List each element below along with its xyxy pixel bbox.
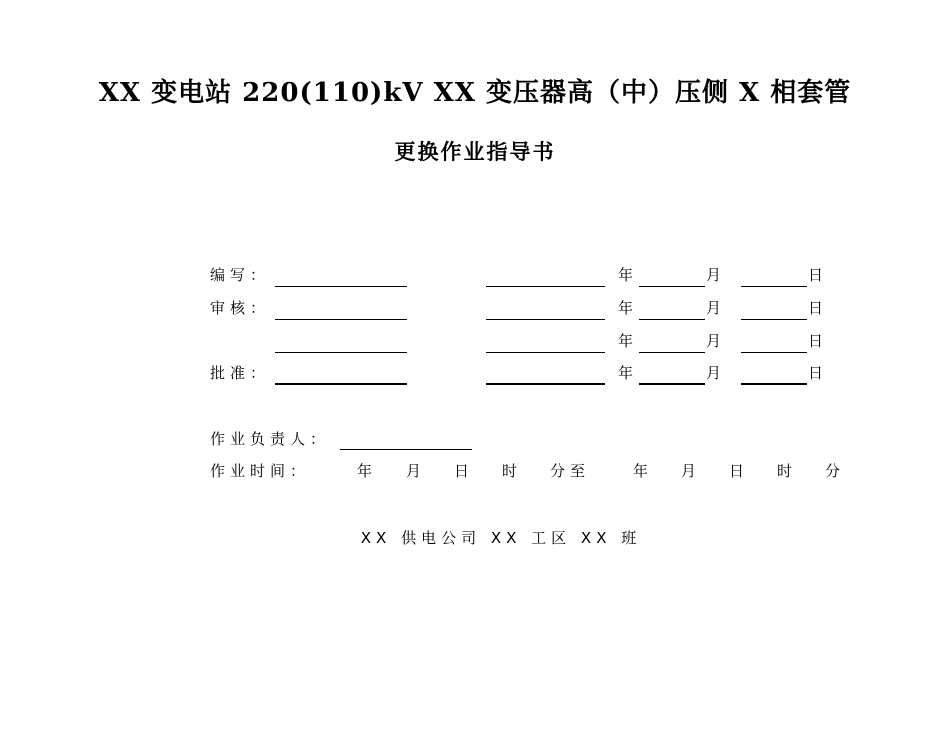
document-subtitle: 更换作业指导书 (394, 139, 556, 164)
day-label: 日 (808, 266, 824, 284)
signature-line[interactable] (275, 286, 407, 287)
day-label: 日 (808, 364, 824, 382)
responsible-person-label: 作业负责人： (210, 430, 331, 448)
work-time-start-hour: 时 (502, 462, 518, 480)
work-time-end-month: 月 (681, 462, 697, 480)
day-label: 日 (808, 299, 824, 317)
work-time-start-month: 月 (406, 462, 422, 480)
year-label: 年 (618, 266, 634, 284)
work-time-label: 作业时间： (210, 462, 311, 480)
year-label: 年 (618, 332, 634, 350)
month-blank[interactable] (741, 319, 807, 320)
month-label: 月 (706, 332, 722, 350)
signature-line[interactable] (486, 319, 605, 320)
year-blank[interactable] (639, 286, 705, 287)
work-time-start-year: 年 (357, 462, 373, 480)
responsible-person-blank[interactable] (340, 449, 472, 450)
work-time-end-day: 日 (729, 462, 745, 480)
signature-line[interactable] (486, 383, 605, 385)
sign-label-approver: 批准： (210, 364, 271, 382)
signature-line[interactable] (275, 352, 407, 353)
work-time-start-day: 日 (454, 462, 470, 480)
month-blank[interactable] (741, 286, 807, 287)
month-label: 月 (706, 299, 722, 317)
year-blank[interactable] (639, 383, 705, 385)
year-label: 年 (618, 299, 634, 317)
sign-label-reviewer: 审核： (210, 299, 271, 317)
signature-line[interactable] (486, 352, 605, 353)
year-blank[interactable] (639, 352, 705, 353)
month-blank[interactable] (741, 383, 807, 385)
sign-label-author: 编写： (210, 266, 271, 284)
signature-line[interactable] (486, 286, 605, 287)
document-title: XX 变电站 220(110)kV XX 变压器高（中）压侧 X 相套管 (98, 78, 852, 108)
month-label: 月 (706, 364, 722, 382)
work-time-start-minute-to: 分至 (550, 462, 591, 480)
issuing-unit: XX 供电公司 XX 工区 XX 班 (360, 529, 642, 547)
work-time-end-minute: 分 (825, 462, 841, 480)
work-time-end-year: 年 (633, 462, 649, 480)
day-label: 日 (808, 332, 824, 350)
year-label: 年 (618, 364, 634, 382)
year-blank[interactable] (639, 319, 705, 320)
work-time-end-hour: 时 (777, 462, 793, 480)
month-blank[interactable] (741, 352, 807, 353)
signature-line[interactable] (275, 319, 407, 320)
month-label: 月 (706, 266, 722, 284)
signature-line[interactable] (275, 383, 407, 385)
